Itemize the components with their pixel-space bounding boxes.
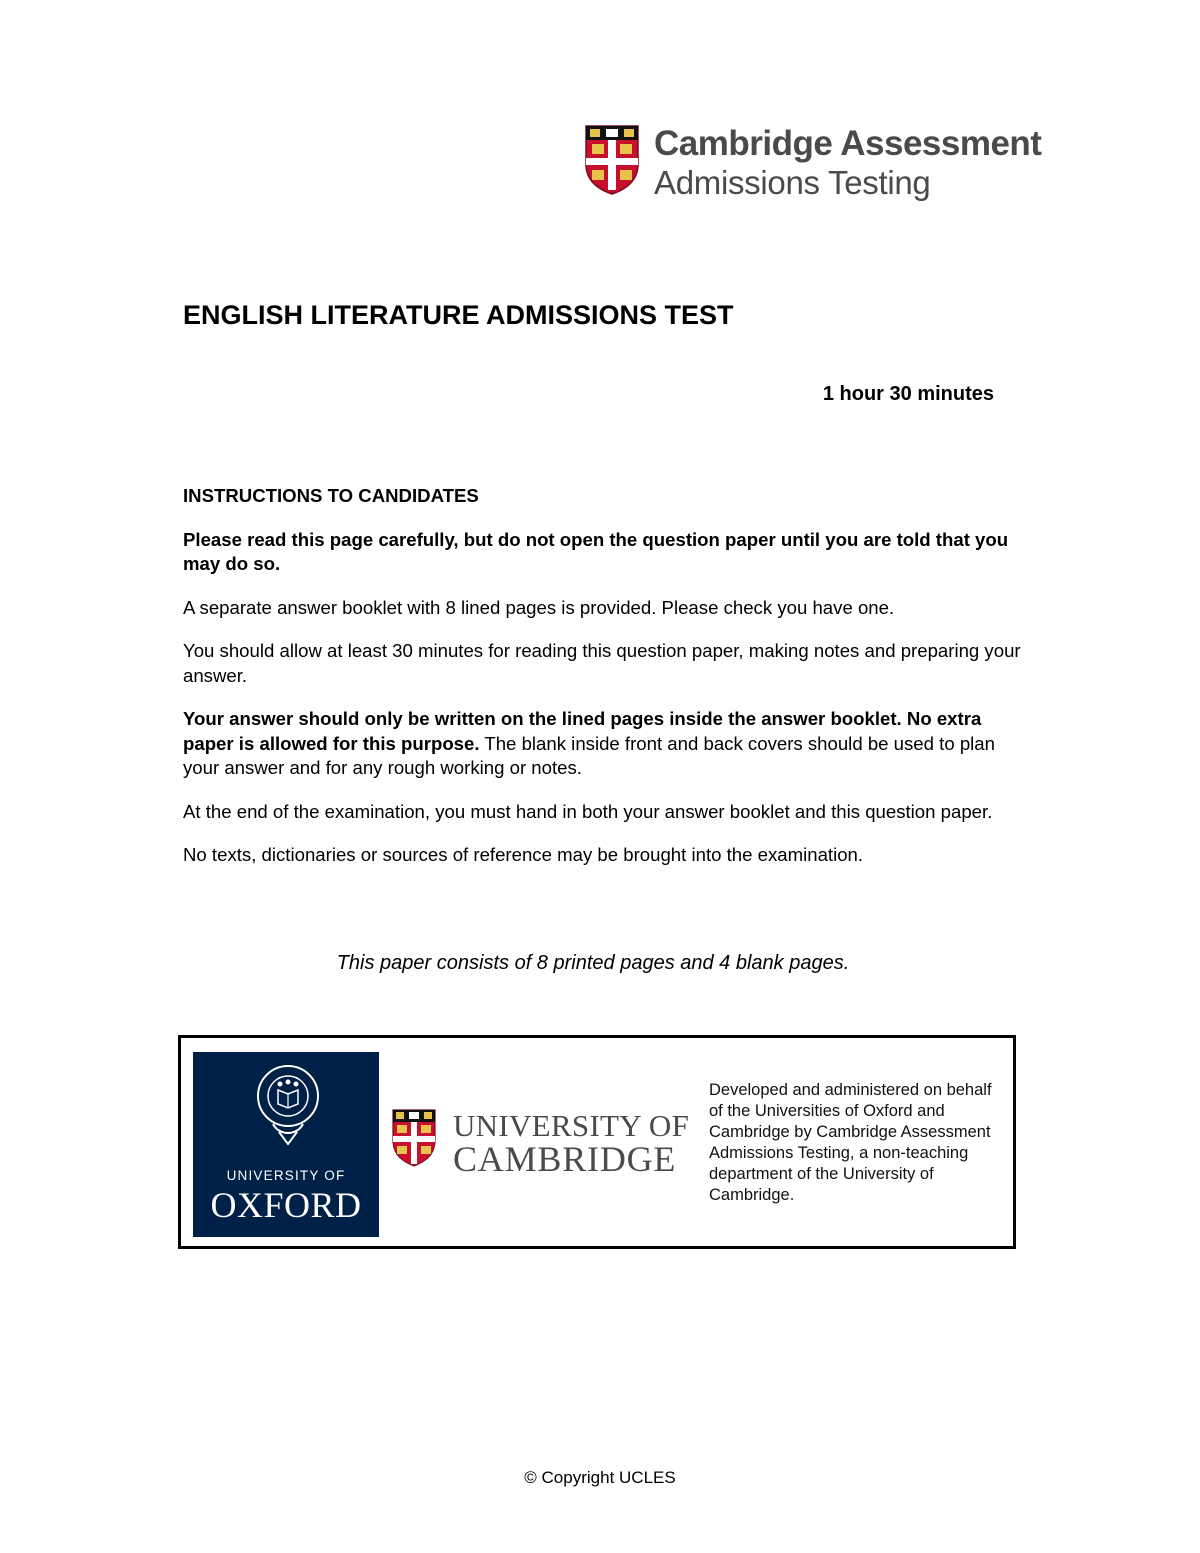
page-title: ENGLISH LITERATURE ADMISSIONS TEST [183, 300, 734, 330]
instruction-answer-booklet: A separate answer booklet with 8 lined pages is provided. Please check you have one. [183, 596, 895, 618]
cambridge-shield-icon [584, 124, 640, 196]
developed-by-text: Developed and administered on behalf of the Universities of Oxford and Cambridge by Cambridge Assessment Admissions Testing, a non-teaching department of the University of Cambridge. [709, 1081, 992, 1204]
instruction-reading-time: You should allow at least 30 minutes for reading this question paper, making notes and preparing your answer. [183, 640, 1021, 686]
cambridge-assessment-logo [584, 124, 1042, 206]
test-duration: 1 hour 30 minutes [822, 383, 994, 405]
cambridge-university-shield-icon [391, 1108, 437, 1168]
instruction-where-to-write-rest: The blank inside front and back covers should be used to plan your answer and for any rough working or notes. [183, 732, 995, 778]
cambridge-name: CAMBRIDGE [453, 1139, 677, 1179]
copyright: © Copyright UCLES [524, 1468, 676, 1487]
cambridge-university-of: UNIVERSITY OF [453, 1108, 690, 1143]
instructions-section [183, 484, 1023, 887]
oxford-name: OXFORD [210, 1185, 362, 1225]
logo-title: Cambridge Assessment [654, 124, 1042, 163]
oxford-university-of: UNIVERSITY OF [226, 1168, 346, 1183]
logo-subtitle: Admissions Testing [654, 164, 931, 201]
universities-box [178, 1035, 1016, 1249]
pages-note: This paper consists of 8 printed pages and 4 blank pages. [336, 952, 850, 974]
oxford-seal-icon [251, 1064, 325, 1148]
instructions-heading: INSTRUCTIONS TO CANDIDATES [183, 485, 479, 506]
instruction-read-carefully: Please read this page carefully, but do not open the question paper until you are told that you may do so. [183, 528, 1009, 574]
instruction-hand-in: At the end of the examination, you must hand in both your answer booklet and this question paper. [183, 800, 993, 822]
instruction-where-to-write [183, 707, 1023, 781]
oxford-logo [193, 1052, 379, 1237]
instruction-where-to-write-bold: Your answer should only be written on the lined pages inside the answer booklet. No extra paper is allowed for this purpose. [183, 708, 982, 754]
instruction-no-texts: No texts, dictionaries or sources of reference may be brought into the examination. [183, 844, 864, 865]
